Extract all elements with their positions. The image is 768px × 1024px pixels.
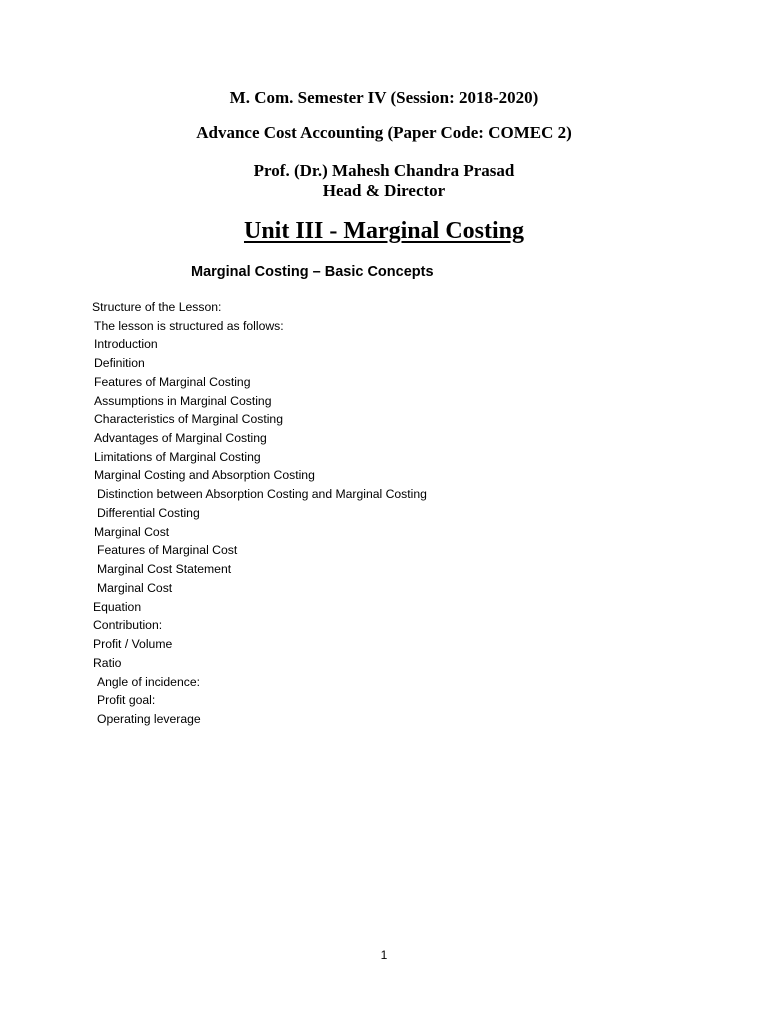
list-item: Assumptions in Marginal Costing [94,394,272,408]
list-item: Introduction [94,337,158,351]
list-item: Marginal Costing and Absorption Costing [94,468,315,482]
author-role: Head & Director [322,181,446,200]
paper-code-line: Advance Cost Accounting (Paper Code: COMEC 2) [196,123,572,142]
section-subtitle: Marginal Costing – Basic Concepts [191,264,434,280]
list-item: Profit goal: [97,693,156,707]
list-item: Equation [93,600,142,614]
list-item: Advantages of Marginal Costing [94,431,267,445]
list-item: Definition [94,356,145,370]
list-item: Marginal Cost [94,525,170,539]
list-item: Ratio [93,656,122,670]
list-item: Operating leverage [97,712,201,726]
list-item: Angle of incidence: [97,675,200,689]
course-session-line: M. Com. Semester IV (Session: 2018-2020) [229,88,539,107]
list-item: Features of Marginal Cost [97,543,238,557]
list-item: Differential Costing [97,506,200,520]
list-item: The lesson is structured as follows: [94,319,284,333]
list-item: Distinction between Absorption Costing and Marginal Costing [97,487,427,501]
list-item: Features of Marginal Costing [94,375,251,389]
list-item: Profit / Volume [93,637,173,651]
author-name: Prof. (Dr.) Mahesh Chandra Prasad [253,161,515,180]
page-number: 1 [380,948,388,962]
list-item: Marginal Cost [97,581,173,595]
list-item: Contribution: [93,618,163,632]
list-item: Characteristics of Marginal Costing [94,412,283,426]
list-item: Marginal Cost Statement [97,562,232,576]
unit-title: Unit III - Marginal Costing [243,218,525,244]
list-item: Limitations of Marginal Costing [94,450,261,464]
list-item: Structure of the Lesson: [92,300,222,314]
